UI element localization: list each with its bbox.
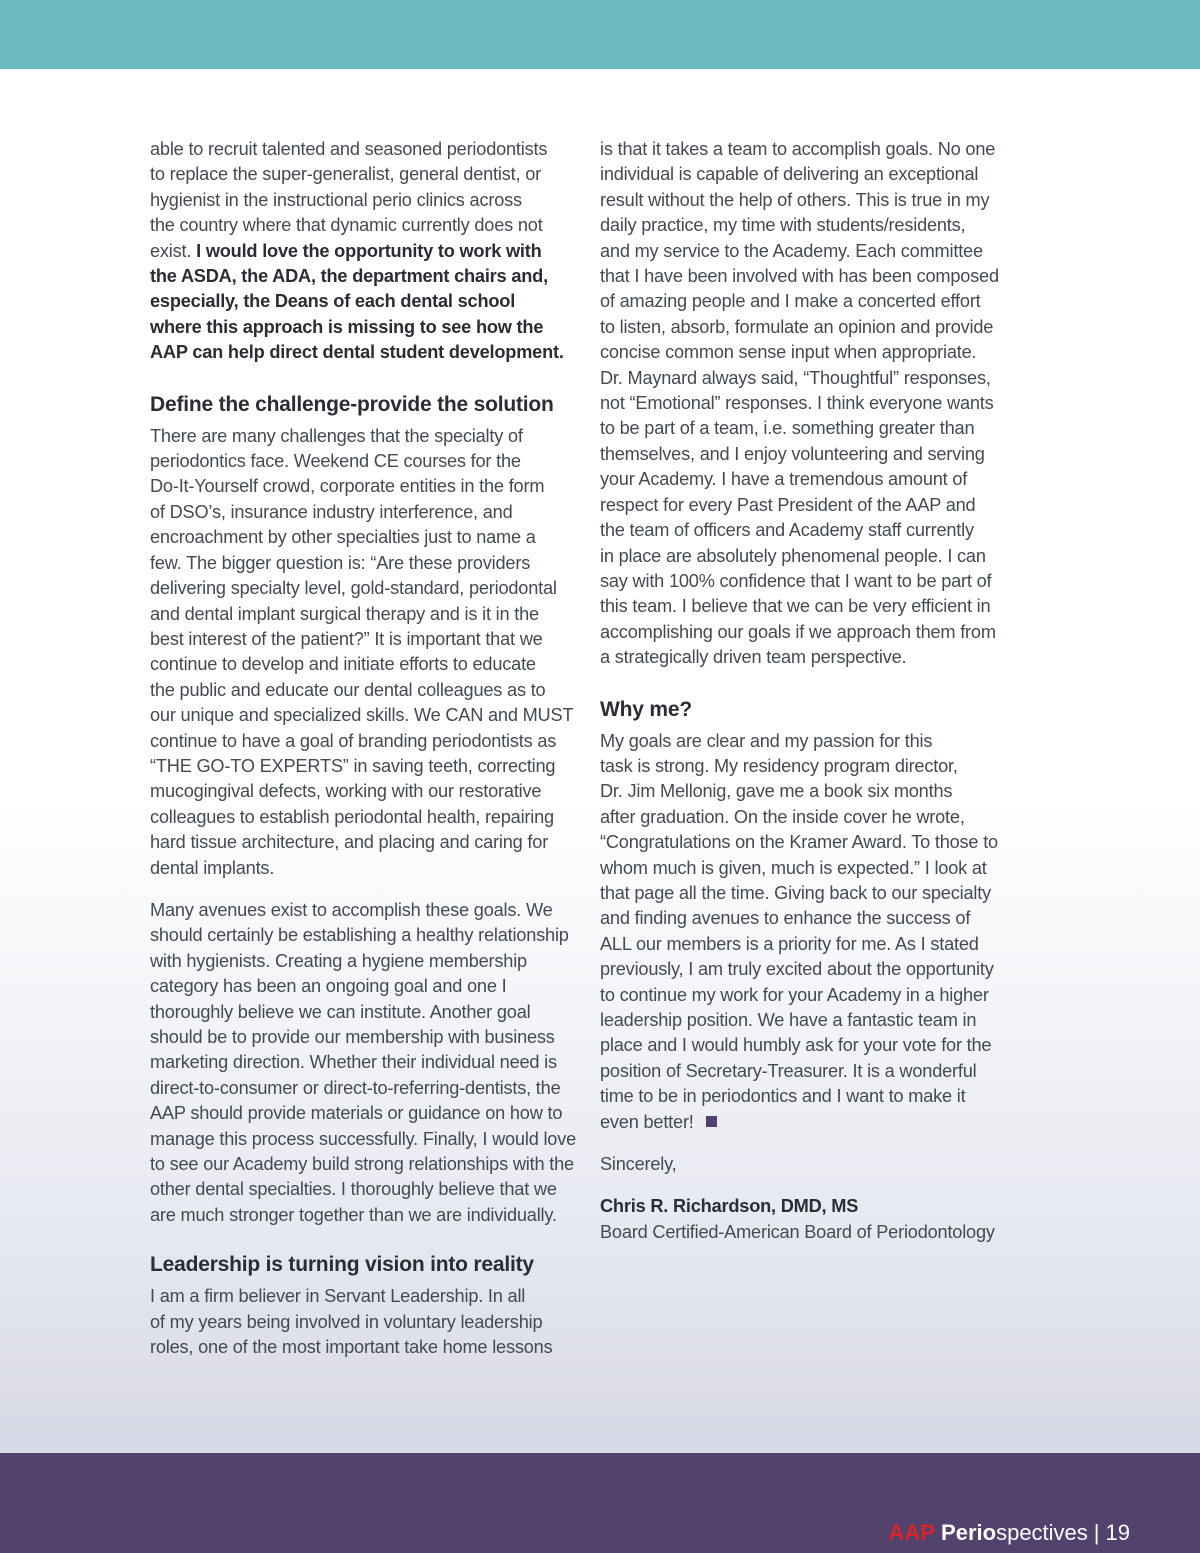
text-line: Do-It-Yourself crowd, corporate entities in the form	[150, 476, 545, 497]
text-line: the country where that dynamic currently does not	[150, 215, 543, 236]
text-line: with hygienists. Creating a hygiene membership	[150, 950, 527, 971]
brand-perio: Perio	[941, 1520, 997, 1545]
text-line: accomplishing our goals if we approach them from	[600, 621, 996, 642]
text-line-bold: the ASDA, the ADA, the department chairs and,	[150, 266, 548, 287]
text-line: I am a firm believer in Servant Leadership. In all	[150, 1286, 526, 1307]
text-line: direct-to-consumer or direct-to-referring-dentists, the	[150, 1077, 561, 1098]
intro-paragraph	[150, 137, 570, 366]
right-column	[600, 137, 1000, 1245]
text-line: whom much is given, much is expected.” I look at	[600, 857, 987, 878]
text-line: should be to provide our membership with business	[150, 1027, 555, 1047]
text-line: and my service to the Academy. Each committee	[600, 240, 983, 261]
text-line: place and I would humbly ask for your vote for the	[600, 1035, 992, 1056]
text-line: manage this process successfully. Finally, I would love	[150, 1128, 577, 1149]
text-line: to see our Academy build strong relationships with the	[150, 1154, 574, 1175]
text-line: My goals are clear and my passion for this	[600, 730, 933, 751]
text-line: our unique and specialized skills. We CAN and MUST	[150, 705, 574, 726]
text-line: periodontics face. Weekend CE courses for the	[150, 451, 521, 472]
text-line: to replace the super-generalist, general dentist, or	[150, 164, 541, 185]
text-line: best interest of the patient?” It is important that we	[150, 628, 543, 649]
text-line: result without the help of others. This is true in my	[600, 189, 990, 210]
text-line: daily practice, my time with students/residents,	[600, 215, 966, 236]
text-line: time to be in periodontics and I want to make it	[600, 1086, 966, 1107]
top-color-band	[0, 0, 1200, 69]
text-line: Dr. Jim Mellonig, gave me a book six months	[600, 781, 953, 802]
text-line: and dental implant surgical therapy and is it in the	[150, 603, 539, 624]
text-line: to listen, absorb, formulate an opinion and provide	[600, 316, 994, 337]
text-line: roles, one of the most important take home lessons	[150, 1337, 553, 1358]
text-line: in place are absolutely phenomenal people. I can	[600, 545, 986, 566]
text-line: are much stronger together than we are individually.	[150, 1204, 557, 1225]
text-line: of amazing people and I make a concerted effort	[600, 291, 981, 312]
text-line: that page all the time. Giving back to our specialty	[600, 882, 991, 903]
left-column	[150, 137, 577, 1360]
text-line-bold: where this approach is missing to see how the	[150, 316, 544, 337]
text-line: mucogingival defects, working with our restorative	[150, 781, 542, 802]
text-line: colleagues to establish periodontal health, repairing	[150, 806, 554, 827]
text-line: the team of officers and Academy staff currently	[600, 520, 974, 541]
text-line: a strategically driven team perspective.	[600, 647, 907, 668]
text-line: is that it takes a team to accomplish goals. No one	[600, 139, 996, 159]
text-line: ALL our members is a priority for me. As I stated	[600, 933, 979, 954]
text-line: category has been an ongoing goal and one I	[150, 976, 507, 997]
closing: Sincerely,	[600, 1154, 677, 1175]
footer-separator: |	[1093, 1520, 1100, 1545]
text-line: task is strong. My residency program director,	[600, 755, 958, 776]
text-line: after graduation. On the inside cover he wrote,	[600, 806, 965, 827]
page-number: 19	[1105, 1520, 1130, 1545]
challenges-paragraph	[150, 424, 574, 881]
signer-name: Chris R. Richardson, DMD, MS	[600, 1196, 859, 1217]
brand-aap: AAP	[888, 1520, 935, 1545]
text-line: continue to have a goal of branding periodontists as	[150, 730, 557, 751]
text-line: themselves, and I enjoy volunteering and serving	[600, 443, 985, 464]
text-end: even better!	[600, 1111, 694, 1132]
text-line: of DSO’s, insurance industry interference, and	[150, 501, 513, 522]
signature-block	[600, 1194, 1000, 1245]
page-footer	[888, 1520, 1130, 1546]
text-plain: exist.	[150, 240, 197, 261]
text-line: leadership position. We have a fantastic team in	[600, 1010, 977, 1030]
text-line: to continue my work for your Academy in a higher	[600, 984, 989, 1005]
heading-define-challenge: Define the challenge-provide the solution	[150, 392, 554, 416]
text-line: should certainly be establishing a healthy relationship	[150, 925, 569, 946]
avenues-paragraph	[150, 898, 577, 1228]
text-line: able to recruit talented and seasoned periodontists	[150, 139, 548, 159]
text-line-mixed	[150, 239, 570, 264]
text-line: thoroughly believe we can institute. Another goal	[150, 1001, 531, 1022]
text-line: position of Secretary-Treasurer. It is a wonderful	[600, 1060, 977, 1081]
text-line: of my years being involved in voluntary leadership	[150, 1311, 543, 1332]
brand-spectives: spectives	[996, 1520, 1088, 1545]
text-line: this team. I believe that we can be very efficient in	[600, 596, 991, 617]
text-line: There are many challenges that the specialty of	[150, 425, 523, 446]
text-line: “Congratulations on the Kramer Award. To those to	[600, 832, 998, 853]
text-line: previously, I am truly excited about the opportunity	[600, 959, 994, 980]
team-paragraph	[600, 137, 1000, 671]
text-line: say with 100% confidence that I want to be part of	[600, 570, 992, 591]
text-bold: I would love the opportunity to work with	[196, 240, 542, 261]
text-line: continue to develop and initiate efforts to educate	[150, 654, 536, 675]
text-line: the public and educate our dental colleagues as to	[150, 679, 546, 700]
text-line: AAP should provide materials or guidance on how to	[150, 1103, 563, 1124]
text-line-last	[600, 1110, 1000, 1135]
end-of-article-square-icon	[706, 1116, 717, 1127]
text-line-bold: AAP can help direct dental student development.	[150, 342, 564, 363]
text-line: individual is capable of delivering an exceptional	[600, 164, 979, 185]
text-line: dental implants.	[150, 857, 275, 878]
text-line: concise common sense input when appropriate.	[600, 342, 977, 363]
text-line: respect for every Past President of the AAP and	[600, 494, 976, 515]
text-line: hygienist in the instructional perio clinics across	[150, 189, 522, 210]
text-line: “THE GO-TO EXPERTS” in saving teeth, correcting	[150, 755, 556, 776]
text-line: hard tissue architecture, and placing and caring for	[150, 832, 549, 853]
text-line: encroachment by other specialties just to name a	[150, 527, 536, 548]
text-line: not “Emotional” responses. I think everyone wants	[600, 393, 994, 414]
text-line: other dental specialties. I thoroughly believe that we	[150, 1179, 557, 1200]
heading-leadership: Leadership is turning vision into reality	[150, 1253, 534, 1277]
text-line-bold: especially, the Deans of each dental school	[150, 291, 516, 312]
why-me-paragraph	[600, 729, 1000, 1136]
text-line: few. The bigger question is: “Are these providers	[150, 552, 531, 573]
text-line: Many avenues exist to accomplish these goals. We	[150, 899, 553, 920]
text-line: your Academy. I have a tremendous amount of	[600, 469, 968, 490]
text-line: and finding avenues to enhance the success of	[600, 908, 971, 929]
leadership-paragraph	[150, 1284, 570, 1360]
heading-why-me: Why me?	[600, 697, 692, 721]
text-line: that I have been involved with has been composed	[600, 266, 999, 287]
signer-title: Board Certified-American Board of Periodontology	[600, 1221, 995, 1242]
text-line: marketing direction. Whether their individual need is	[150, 1052, 557, 1073]
text-line: to be part of a team, i.e. something greater than	[600, 418, 975, 439]
text-line: Dr. Maynard always said, “Thoughtful” responses,	[600, 367, 991, 388]
text-line: delivering specialty level, gold-standard, periodontal	[150, 578, 557, 599]
